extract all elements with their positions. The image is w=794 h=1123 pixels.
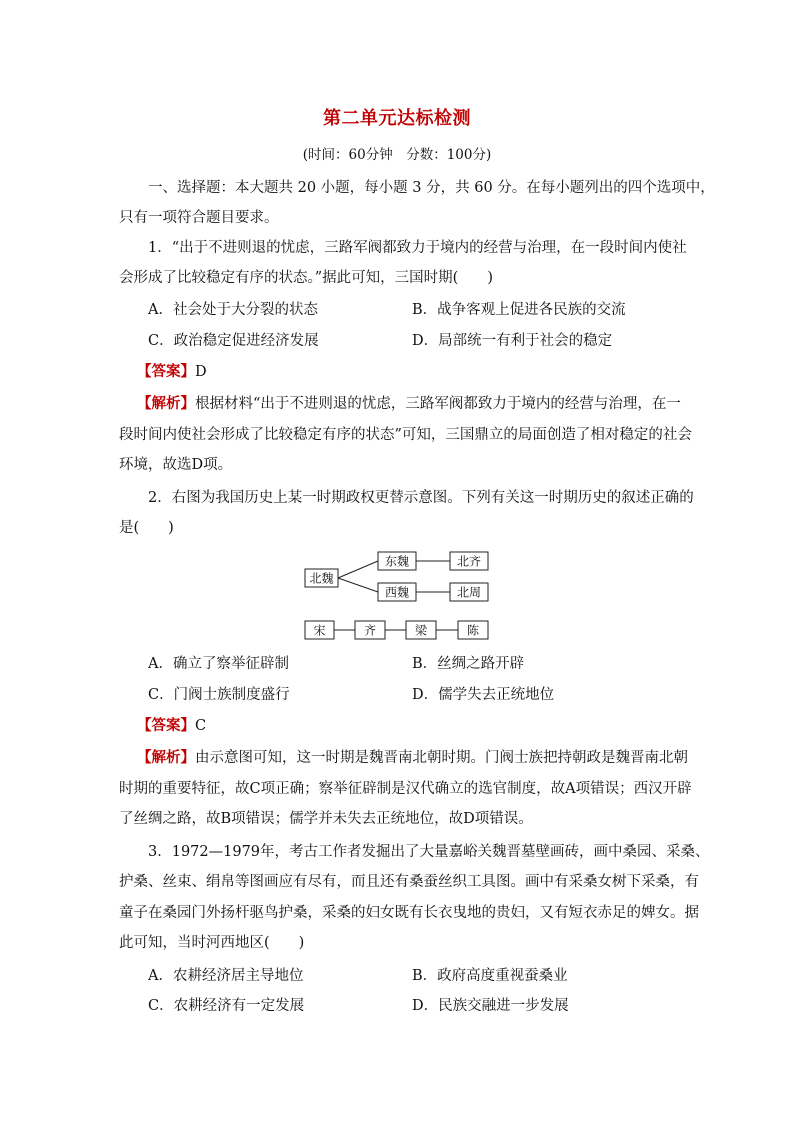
diagram-svg (300, 548, 500, 643)
q2-option-c: C．门阀士族制度盛行 (148, 687, 290, 703)
analysis-text: 根据材料“出于不进则退的忧虑，三路军阀都致力于境内的经营与治理，在一 (195, 396, 681, 412)
label-dong-wei: 东魏 (384, 554, 410, 569)
q3-stem-line2: 护桑、丝束、绢帛等图画应有尽有，而且还有桑蚕丝织工具图。画中有采桑女树下采桑，有 (119, 874, 699, 890)
q3-stem-line3: 童子在桑园门外扬杆驱鸟护桑，采桑的妇女既有长衣曳地的贵妇，又有短衣赤足的婢女。据 (119, 905, 699, 921)
section-heading-line1: 一、选择题：本大题共 20 小题，每小题 3 分，共 60 分。在每小题列出的四个选项中， (148, 180, 715, 196)
q2-analysis-line3: 了丝绸之路，故B项错误；儒学并未失去正统地位，故D项错误。 (119, 811, 533, 827)
q1-stem-line2: 会形成了比较稳定有序的状态。”据此可知，三国时期( ) (119, 270, 493, 286)
analysis-text: 由示意图可知，这一时期是魏晋南北朝时期。门阀士族把持朝政是魏晋南北朝 (195, 750, 688, 766)
q2-option-d: D．儒学失去正统地位 (412, 687, 555, 703)
q1-option-b: B．战争客观上促进各民族的交流 (412, 302, 626, 318)
q1-analysis-line1 (137, 394, 681, 414)
label-bei-wei: 北魏 (309, 571, 334, 586)
q3-stem-line1: 3．1972—1979年，考古工作者发掘出了大量嘉峪关魏晋墓壁画砖，画中桑园、采桑、 (148, 844, 710, 860)
page-title: 第二单元达标检测 (323, 108, 471, 129)
q2-option-b: B．丝绸之路开辟 (412, 656, 525, 672)
analysis-tag: 【解析】 (137, 749, 195, 766)
q3-option-b: B．政府高度重视蚕桑业 (412, 968, 568, 984)
label-xi-wei: 西魏 (384, 585, 410, 600)
q1-analysis-line2: 段时间内使社会形成了比较稳定有序的状态”可知，三国鼎立的局面创造了相对稳定的社会 (119, 427, 692, 443)
q3-option-d: D．民族交融进一步发展 (412, 998, 569, 1014)
label-chen: 陈 (466, 623, 480, 638)
answer-tag: 【答案】 (137, 363, 195, 380)
label-liang: 梁 (414, 623, 428, 638)
label-bei-qi: 北齐 (456, 554, 482, 569)
answer-value: C (195, 718, 207, 734)
q1-option-a: A．社会处于大分裂的状态 (148, 302, 318, 318)
q3-option-a: A．农耕经济居主导地位 (148, 968, 304, 984)
q1-stem-line1: 1．“出于不进则退的忧虑，三路军阀都致力于境内的经营与治理，在一段时间内使社 (148, 240, 687, 256)
analysis-tag: 【解析】 (137, 395, 195, 412)
label-song: 宋 (313, 623, 326, 638)
q1-option-c: C．政治稳定促进经济发展 (148, 333, 319, 349)
exam-info: (时间：60分钟 分数：100分) (302, 147, 492, 163)
q2-stem-line1: 2．右图为我国历史上某一时期政权更替示意图。下列有关这一时期历史的叙述正确的 (148, 490, 694, 506)
q2-analysis-line1 (137, 748, 688, 768)
q1-analysis-line3: 环境，故选D项。 (119, 457, 233, 473)
label-bei-zhou: 北周 (456, 585, 482, 600)
regime-succession-diagram (300, 548, 500, 643)
q2-stem-line2: 是( ) (119, 520, 174, 536)
answer-tag: 【答案】 (137, 717, 195, 734)
q1-answer (137, 362, 207, 382)
q2-analysis-line2: 时期的重要特征，故C项正确；察举征辟制是汉代确立的选官制度，故A项错误；西汉开辟 (119, 781, 692, 797)
label-qi: 齐 (363, 623, 377, 638)
q2-option-a: A．确立了察举征辟制 (148, 656, 289, 672)
section-heading-line2: 只有一项符合题目要求。 (119, 210, 279, 226)
q2-answer (137, 716, 206, 736)
q1-option-d: D．局部统一有利于社会的稳定 (412, 333, 613, 349)
q3-option-c: C．农耕经济有一定发展 (148, 998, 305, 1014)
q3-stem-line4: 此可知，当时河西地区( ) (119, 935, 305, 951)
answer-value: D (195, 364, 207, 380)
